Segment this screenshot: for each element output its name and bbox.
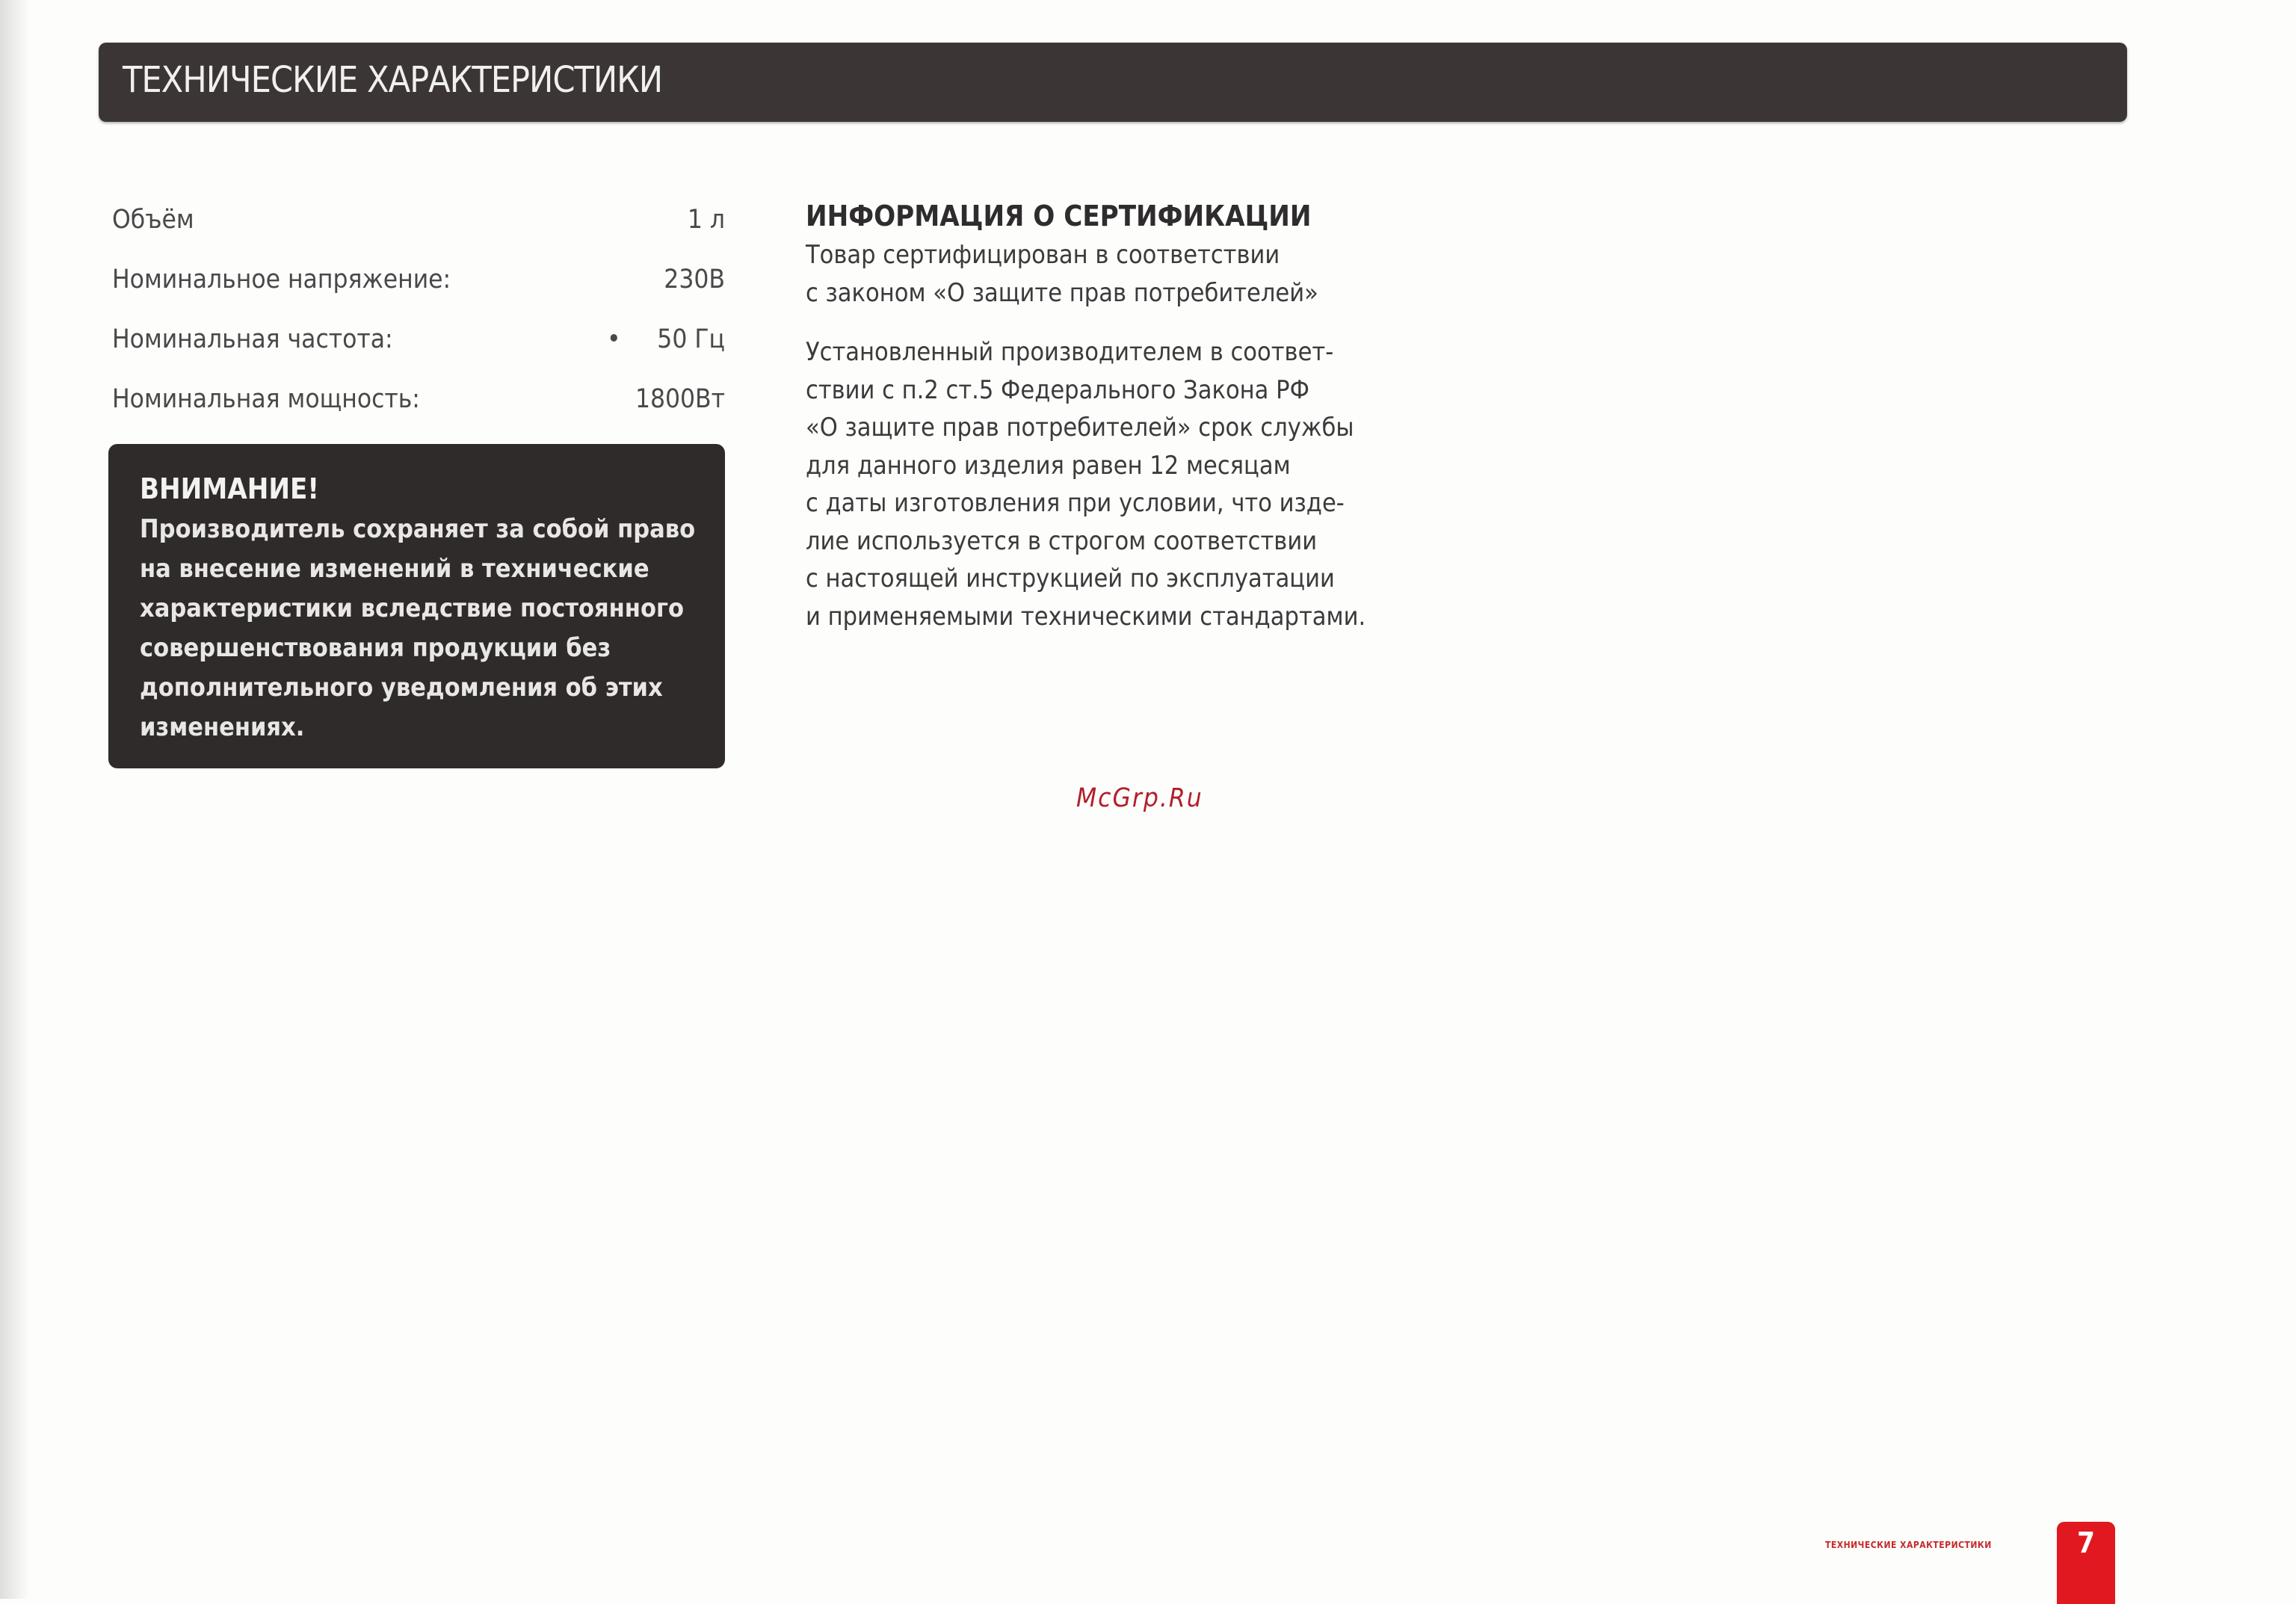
watermark: McGrp.Ru — [1076, 783, 1203, 813]
page-number: 7 — [2077, 1526, 2095, 1559]
scan-dot: • — [607, 324, 621, 354]
spec-value: 1800Вт — [635, 384, 725, 414]
footer-section-label: ТЕХНИЧЕСКИЕ ХАРАКТЕРИСТИКИ — [1825, 1540, 1992, 1550]
spec-label: Объём — [112, 205, 194, 235]
spec-value: 50 Гц — [657, 324, 725, 354]
spec-row-frequency — [112, 314, 725, 374]
service-line: с даты изготовления при условии, что изде- — [806, 488, 1345, 518]
service-line: и применяемыми техническими стандартами. — [806, 601, 1366, 632]
page-edge-shadow — [0, 0, 30, 1599]
spec-row-voltage — [112, 254, 725, 314]
warning-box — [108, 444, 725, 768]
certification-statement — [806, 236, 1478, 312]
certification-section — [806, 196, 1478, 635]
warning-title: ВНИМАНИЕ! — [140, 472, 319, 505]
service-life-paragraph — [806, 333, 1478, 635]
spec-label: Номинальное напряжение: — [112, 265, 451, 294]
service-line: Установленный производителем в соответ- — [806, 337, 1334, 367]
certification-line: Товар сертифицирован в соответствии — [806, 240, 1280, 270]
spec-label: Номинальная мощность: — [112, 384, 420, 414]
spec-value: 1 л — [687, 205, 725, 235]
certification-title: ИНФОРМАЦИЯ О СЕРТИФИКАЦИИ — [806, 200, 1312, 232]
service-line: с настоящей инструкцией по эксплуатации — [806, 564, 1335, 593]
spec-label: Номинальная частота: — [112, 324, 393, 354]
spec-row-volume — [112, 194, 725, 254]
service-line: лие используется в строгом соответствии — [806, 525, 1318, 556]
section-title: ТЕХНИЧЕСКИЕ ХАРАКТЕРИСТИКИ — [123, 59, 663, 101]
service-line: ствии с п.2 ст.5 Федерального Закона РФ — [806, 374, 1309, 405]
warning-text: Производитель сохраняет за собой право на внесение изменений в технические характеристики вследствие постоянного совершенствования продукции без дополнительного уведомления об этих изменениях. — [140, 514, 696, 742]
certification-line: с законом «О защите прав потребителей» — [806, 278, 1318, 308]
specs-table — [112, 194, 725, 434]
service-line: для данного изделия равен 12 месяцам — [806, 450, 1291, 481]
page-number-tab — [2057, 1522, 2115, 1604]
spec-value: 230В — [664, 265, 725, 294]
spec-row-power — [112, 374, 725, 434]
section-header-bar — [99, 43, 2127, 122]
service-line: «О защите прав потребителей» срок службы — [806, 413, 1354, 442]
